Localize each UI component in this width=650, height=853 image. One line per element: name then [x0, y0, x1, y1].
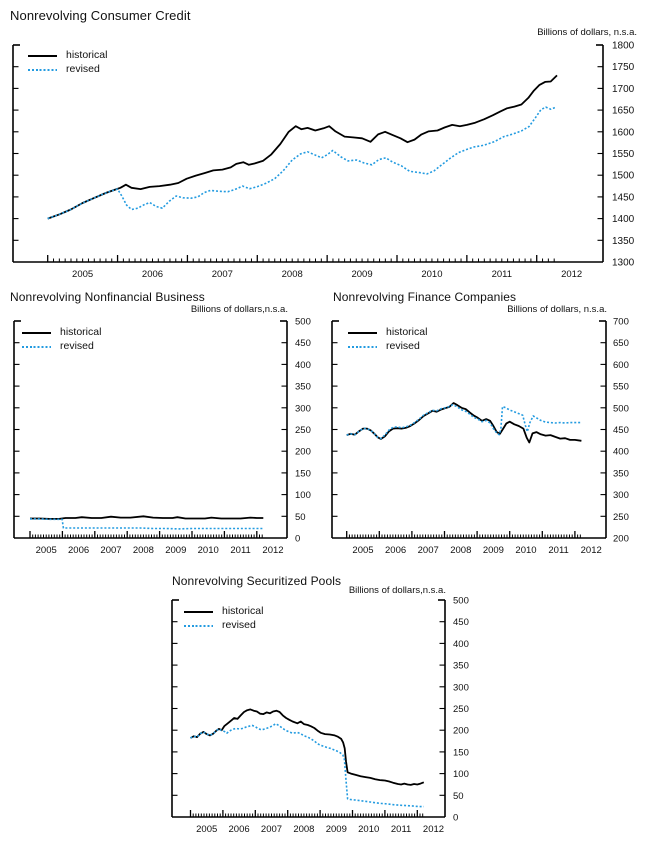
y-tick-label: 1300 — [612, 257, 635, 269]
y-tick-label: 300 — [613, 490, 629, 502]
x-tick-label: 2010 — [421, 269, 443, 280]
revised-line — [30, 519, 263, 529]
x-tick-label: 2007 — [211, 269, 233, 280]
x-tick-label: 2011 — [390, 824, 412, 835]
historical-line-swatch — [28, 55, 57, 57]
y-tick-label: 400 — [453, 638, 469, 650]
y-tick-label: 50 — [453, 790, 464, 802]
legend-label-historical: historical — [386, 326, 428, 338]
legend-nonfinancial-business — [22, 326, 101, 353]
x-tick-label: 2012 — [422, 824, 445, 835]
legend-row-historical — [348, 326, 427, 339]
legend-row-historical — [22, 326, 101, 339]
y-tick-label: 0 — [295, 533, 301, 545]
x-tick-label: 2008 — [450, 545, 472, 556]
x-tick-label: 2011 — [548, 545, 569, 556]
y-tick-label: 350 — [295, 381, 311, 393]
y-tick-label: 600 — [613, 359, 629, 371]
y-tick-label: 450 — [453, 617, 469, 629]
x-tick-label: 2007 — [417, 545, 439, 556]
historical-line — [191, 709, 424, 785]
y-tick-label: 300 — [295, 403, 311, 415]
y-tick-label: 100 — [295, 490, 311, 502]
y-tick-label: 350 — [613, 468, 629, 480]
legend-label-historical: historical — [66, 49, 108, 61]
plot-consumer-credit — [13, 41, 635, 281]
y-tick-label: 1600 — [612, 127, 635, 139]
y-tick-label: 400 — [295, 359, 311, 371]
x-tick-label: 2008 — [281, 269, 303, 280]
historical-line-swatch — [22, 332, 51, 334]
y-tick-label: 100 — [453, 769, 469, 781]
legend-label-revised: revised — [60, 340, 94, 352]
historical-line-swatch — [184, 611, 213, 613]
x-tick-label: 2006 — [68, 545, 90, 556]
x-tick-label: 2009 — [482, 545, 504, 556]
y-tick-label: 1650 — [612, 105, 635, 117]
x-tick-label: 2011 — [230, 545, 251, 556]
legend-label-revised: revised — [66, 63, 100, 75]
y-tick-label: 500 — [453, 595, 469, 607]
legend-row-revised — [28, 63, 107, 76]
legend-label-historical: historical — [222, 605, 264, 617]
y-tick-label: 250 — [613, 511, 629, 523]
revised-line-swatch — [22, 346, 51, 348]
y-tick-label: 550 — [613, 381, 629, 393]
y-tick-label: 1700 — [612, 83, 635, 95]
chart-title-consumer-credit: Nonrevolving Consumer Credit — [10, 8, 191, 23]
x-tick-label: 2005 — [35, 545, 57, 556]
legend-row-revised — [22, 340, 101, 353]
y-tick-label: 1400 — [612, 214, 635, 226]
x-tick-label: 2006 — [228, 824, 250, 835]
x-tick-label: 2007 — [100, 545, 122, 556]
x-tick-label: 2010 — [358, 824, 380, 835]
legend-consumer-credit — [28, 49, 107, 76]
units-label-consumer-credit: Billions of dollars, n.s.a. — [537, 27, 637, 38]
y-tick-label: 300 — [453, 682, 469, 694]
x-tick-label: 2012 — [561, 269, 583, 280]
x-tick-label: 2009 — [325, 824, 347, 835]
legend-row-revised — [184, 619, 263, 632]
y-tick-label: 150 — [295, 468, 311, 480]
legend-label-historical: historical — [60, 326, 102, 338]
legend-label-revised: revised — [386, 340, 420, 352]
y-tick-label: 0 — [453, 812, 459, 824]
revised-line — [48, 107, 557, 219]
units-label-finance-companies: Billions of dollars, n.s.a. — [507, 304, 607, 315]
units-label-securitized-pools: Billions of dollars,n.s.a. — [348, 585, 446, 596]
x-tick-label: 2006 — [141, 269, 164, 280]
y-tick-label: 1750 — [612, 62, 635, 74]
x-tick-label: 2011 — [491, 269, 513, 280]
y-tick-label: 1800 — [612, 40, 635, 52]
historical-line — [48, 75, 557, 218]
y-tick-label: 1500 — [612, 170, 635, 182]
y-tick-label: 50 — [295, 511, 306, 523]
historical-line — [347, 403, 582, 443]
historical-line — [30, 516, 263, 519]
revised-line-swatch — [348, 346, 377, 348]
y-tick-label: 200 — [453, 725, 469, 737]
y-tick-label: 250 — [453, 704, 469, 715]
x-tick-label: 2006 — [385, 545, 407, 556]
y-tick-label: 650 — [613, 338, 629, 350]
x-tick-label: 2010 — [197, 545, 219, 556]
revised-line-swatch — [28, 69, 57, 71]
chart-title-securitized-pools: Nonrevolving Securitized Pools — [172, 574, 342, 588]
x-tick-label: 2007 — [260, 824, 283, 835]
legend-row-historical — [184, 605, 263, 618]
legend-row-revised — [348, 340, 427, 353]
revised-line — [347, 405, 582, 439]
x-tick-label: 2005 — [196, 824, 218, 835]
x-tick-label: 2009 — [165, 545, 187, 556]
chart-title-nonfinancial-business: Nonrevolving Nonfinancial Business — [10, 290, 205, 304]
legend-securitized-pools — [184, 605, 263, 632]
legend-finance-companies — [348, 326, 427, 353]
x-tick-label: 2005 — [352, 545, 374, 556]
x-tick-label: 2010 — [515, 545, 537, 556]
historical-line-swatch — [348, 332, 377, 334]
units-label-nonfinancial-business: Billions of dollars,n.s.a. — [190, 304, 288, 315]
y-tick-label: 700 — [613, 316, 629, 328]
y-tick-label: 200 — [295, 446, 311, 458]
x-tick-label: 2008 — [293, 824, 315, 835]
y-tick-label: 350 — [453, 660, 469, 672]
x-tick-label: 2009 — [351, 269, 373, 280]
x-tick-label: 2008 — [132, 545, 154, 556]
y-tick-label: 450 — [613, 425, 629, 436]
x-tick-label: 2005 — [72, 269, 94, 280]
legend-row-historical — [28, 49, 107, 62]
y-tick-label: 400 — [613, 446, 629, 458]
revised-line — [191, 724, 424, 807]
chart-title-finance-companies: Nonrevolving Finance Companies — [333, 290, 517, 304]
y-tick-label: 450 — [295, 338, 311, 350]
y-tick-label: 1550 — [612, 149, 635, 160]
y-tick-label: 500 — [613, 403, 629, 415]
y-tick-label: 200 — [613, 533, 629, 545]
y-tick-label: 250 — [295, 425, 311, 436]
y-tick-label: 150 — [453, 747, 469, 759]
legend-label-revised: revised — [222, 619, 256, 631]
y-tick-label: 1350 — [612, 235, 635, 247]
x-tick-label: 2012 — [262, 545, 284, 556]
y-tick-label: 1450 — [612, 192, 635, 204]
x-tick-label: 2012 — [580, 545, 602, 556]
revised-line-swatch — [184, 625, 213, 627]
y-tick-label: 500 — [295, 316, 311, 328]
